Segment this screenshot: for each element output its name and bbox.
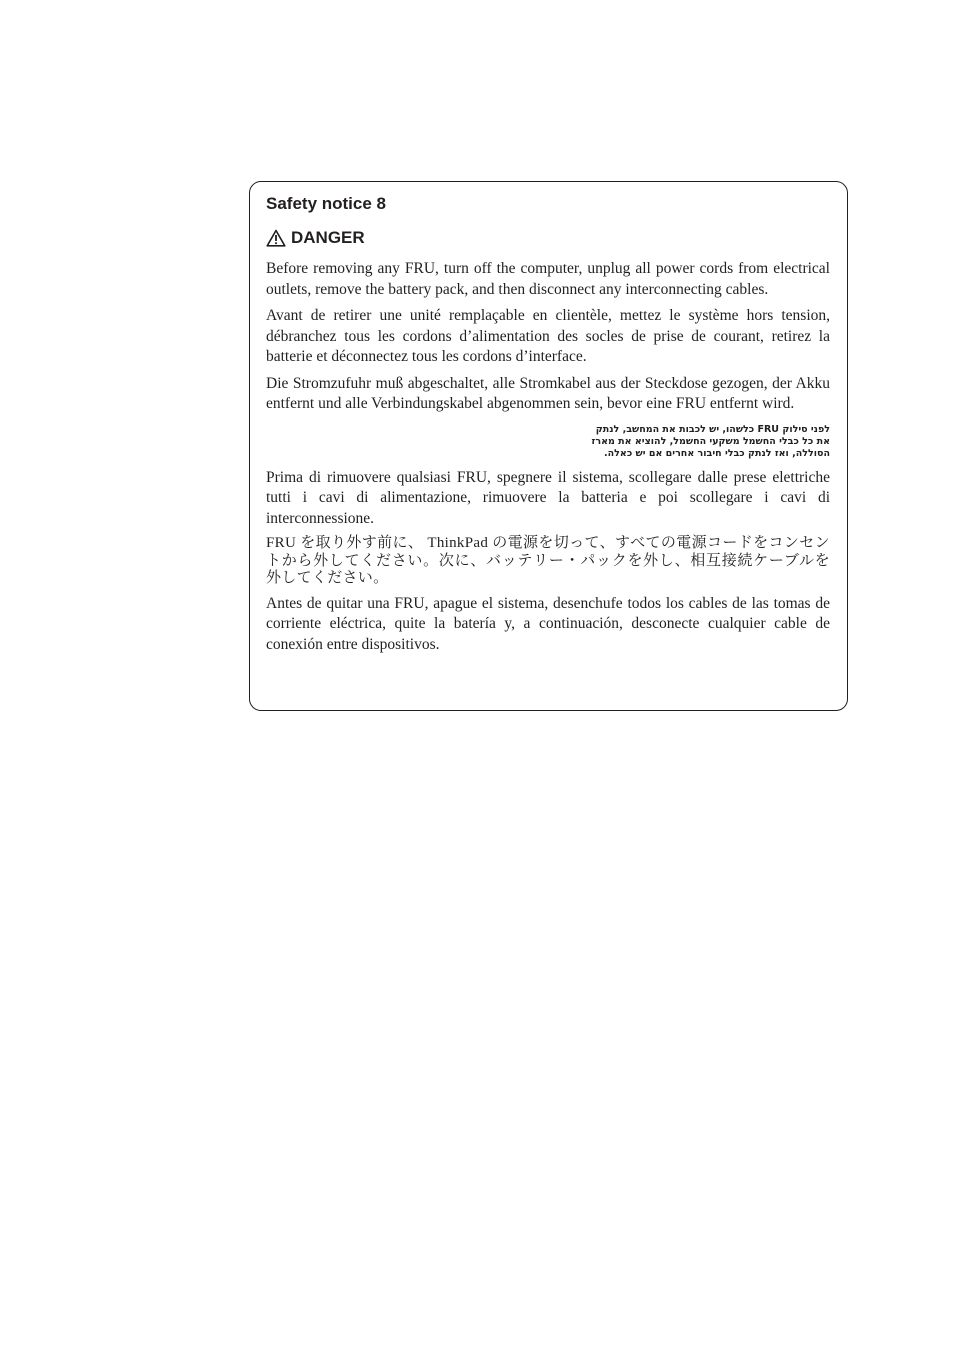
- danger-heading: [266, 227, 830, 249]
- notice-text-italian: Prima di rimuovere qualsiasi FRU, spegnere il sistema, scollegare dalle prese elettriche tutti i cavi di alimentazione, rimuovere la batteria e poi scollegare i cavi di interconnessione.: [266, 468, 830, 527]
- notice-text-french: Avant de retirer une unité remplaçable en clientèle, mettez le système hors tension, débranchez tous les cordons d’alimentation des socles de prise de courant, retirez la batterie et déconnectez tous les cordons d’interface.: [266, 307, 830, 365]
- safety-notice-box: [249, 181, 848, 711]
- warning-triangle-icon: [266, 229, 286, 247]
- danger-label: DANGER: [291, 228, 365, 247]
- notice-title: Safety notice 8: [266, 194, 386, 213]
- notice-text-english: Before removing any FRU, turn off the computer, unplug all power cords from electrical outlets, remove the battery pack, and then disconnect any interconnecting cables.: [266, 260, 830, 298]
- notice-text-hebrew: לפני סילוק FRU כלשהו, יש לכבות את המחשב, לנתק את כל כבלי החשמל משקעי החשמל, להוציא את מארז הסוללה, ואז לנתק כבלי חיבור אחרים אם יש כאלה.: [591, 423, 830, 459]
- notice-text-german: Die Stromzufuhr muß abgeschaltet, alle Stromkabel aus der Steckdose gezogen, der Akku entfernt und alle Verbindungskabel abgenommen sein, bevor eine FRU entfernt wird.: [266, 374, 830, 412]
- notice-text-spanish: Antes de quitar una FRU, apague el sistema, desenchufe todos los cables de las tomas de corriente eléctrica, quite la batería y, a continuación, desconecte cualquier cable de conexión entre dispositivos.: [266, 594, 830, 653]
- notice-text-japanese: FRU を取り外す前に、 ThinkPad の電源を切って、すべての電源コードをコンセントから外してください。次に、バッテリー・パックを外し、相互接続ケーブルを外してください。: [266, 535, 830, 586]
